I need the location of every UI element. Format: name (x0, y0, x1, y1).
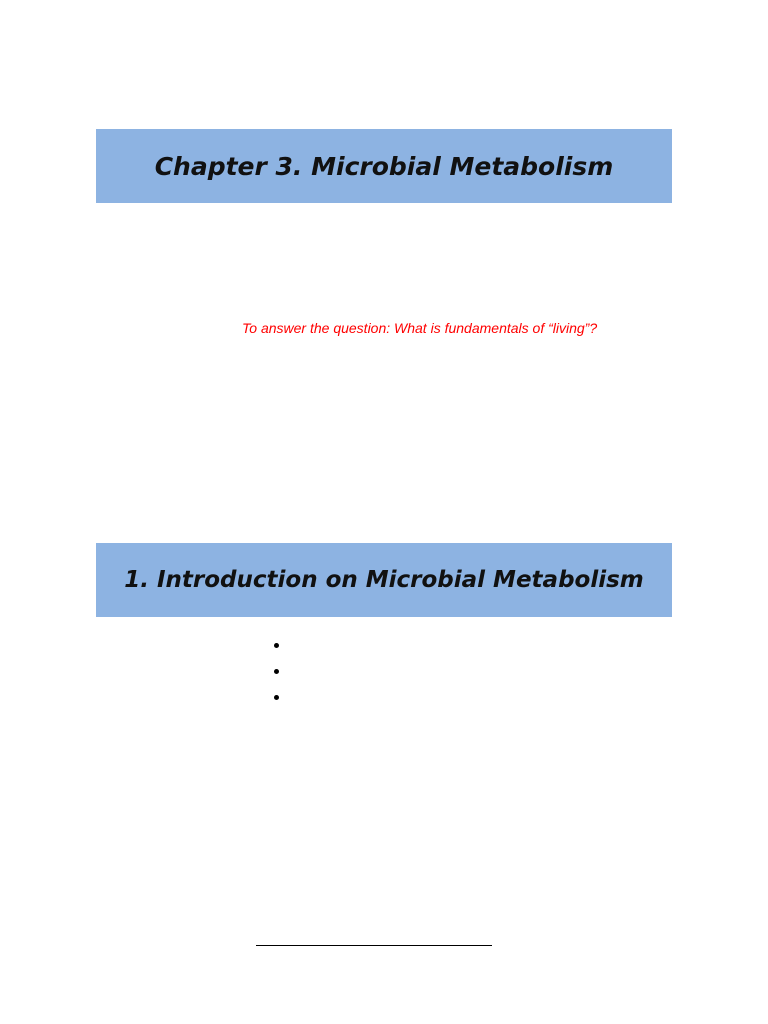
section-title-banner (96, 543, 672, 617)
footnote-separator-line (256, 945, 492, 946)
bullet-item (270, 660, 310, 686)
section-title: 1. Introduction on Microbial Metabolism (124, 567, 644, 593)
bullet-item (270, 634, 310, 660)
bullet-dot-icon (274, 695, 279, 700)
bullet-dot-icon (274, 643, 279, 648)
guiding-question-note: To answer the question: What is fundamentals of “living”? (242, 320, 598, 336)
bullet-item (270, 686, 310, 712)
chapter-title-banner (96, 129, 672, 203)
bullet-dot-icon (274, 669, 279, 674)
chapter-title: Chapter 3. Microbial Metabolism (154, 151, 614, 181)
empty-bullet-list (270, 634, 310, 712)
